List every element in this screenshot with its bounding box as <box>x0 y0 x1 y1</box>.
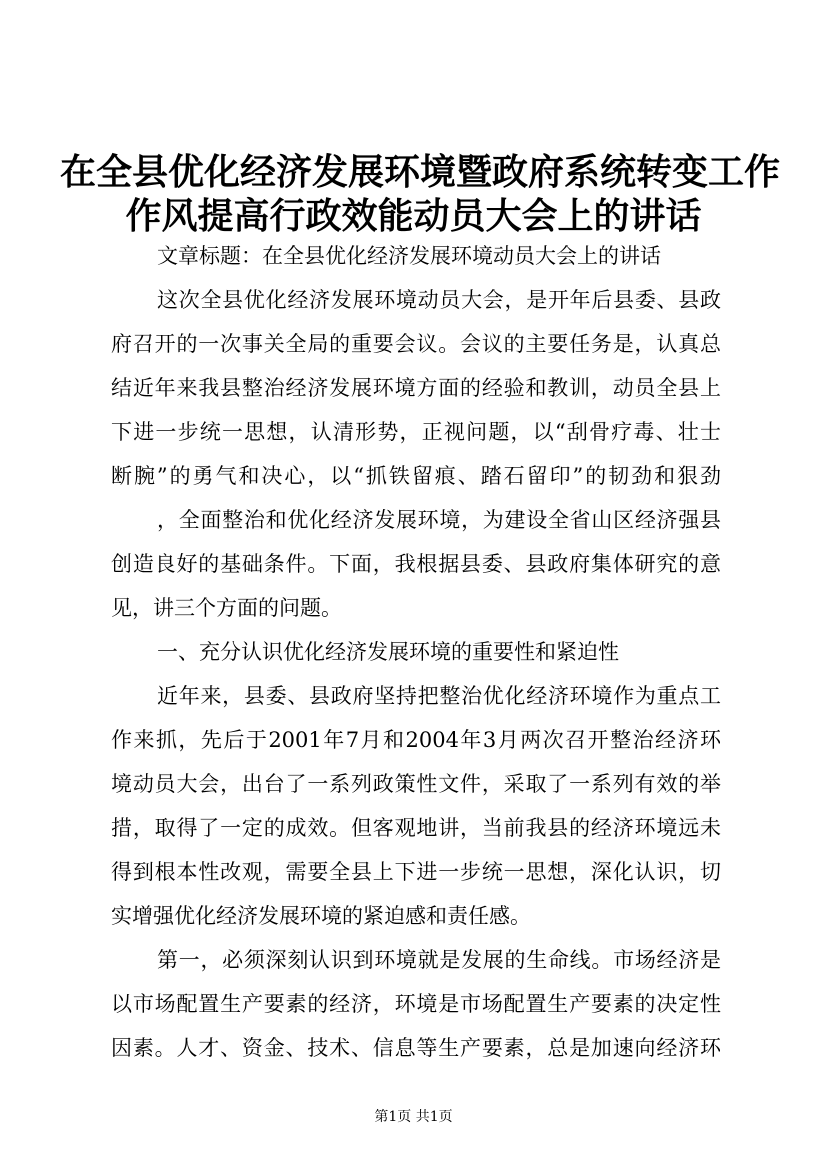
section-heading: 一、充分认识优化经济发展环境的重要性和紧迫性 <box>157 640 619 664</box>
body-line: 第一，必须深刻认识到环境就是发展的生命线。市场经济是 <box>157 948 721 972</box>
body-line: 实增强优化经济发展环境的紧迫感和责任感。 <box>111 904 531 928</box>
body-line: 结近年来我县整治经济发展环境方面的经验和教训，动员全县上 <box>111 376 721 400</box>
document-title-line-2: 作风提高行政效能动员大会上的讲话 <box>125 195 702 237</box>
body-line: 近年来，县委、县政府坚持把整治优化经济环境作为重点工 <box>157 684 721 708</box>
body-line: 境动员大会，出台了一系列政策性文件，采取了一系列有效的举 <box>111 772 721 796</box>
body-line: 措，取得了一定的成效。但客观地讲，当前我县的经济环境远未 <box>111 816 721 840</box>
body-line: 得到根本性改观，需要全县上下进一步统一思想，深化认识，切 <box>111 860 721 884</box>
body-line: 以市场配置生产要素的经济，环境是市场配置生产要素的决定性 <box>111 992 721 1016</box>
body-line: ，全面整治和优化经济发展环境，为建设全省山区经济强县 <box>157 508 721 532</box>
body-line: 作来抓，先后于2001年7月和2004年3月两次召开整治经济环 <box>111 728 721 752</box>
body-line: 创造良好的基础条件。下面，我根据县委、县政府集体研究的意 <box>111 552 721 576</box>
body-line: 断腕”的勇气和决心，以“抓铁留痕、踏石留印”的韧劲和狠劲 <box>111 464 721 488</box>
document-title-line-1: 在全县优化经济发展环境暨政府系统转变工作 <box>60 151 781 193</box>
page-footer: 第1页 共1页 <box>374 1109 453 1125</box>
body-line: 这次全县优化经济发展环境动员大会，是开年后县委、县政 <box>157 288 721 312</box>
body-line: 因素。人才、资金、技术、信息等生产要素，总是加速向经济环 <box>111 1036 721 1060</box>
body-line: 府召开的一次事关全局的重要会议。会议的主要任务是，认真总 <box>111 332 721 356</box>
article-title-line: 文章标题：在全县优化经济发展环境动员大会上的讲话 <box>157 244 661 268</box>
body-line: 下进一步统一思想，认清形势，正视问题，以“刮骨疗毒、壮士 <box>111 420 721 444</box>
body-line: 见，讲三个方面的问题。 <box>111 596 342 620</box>
